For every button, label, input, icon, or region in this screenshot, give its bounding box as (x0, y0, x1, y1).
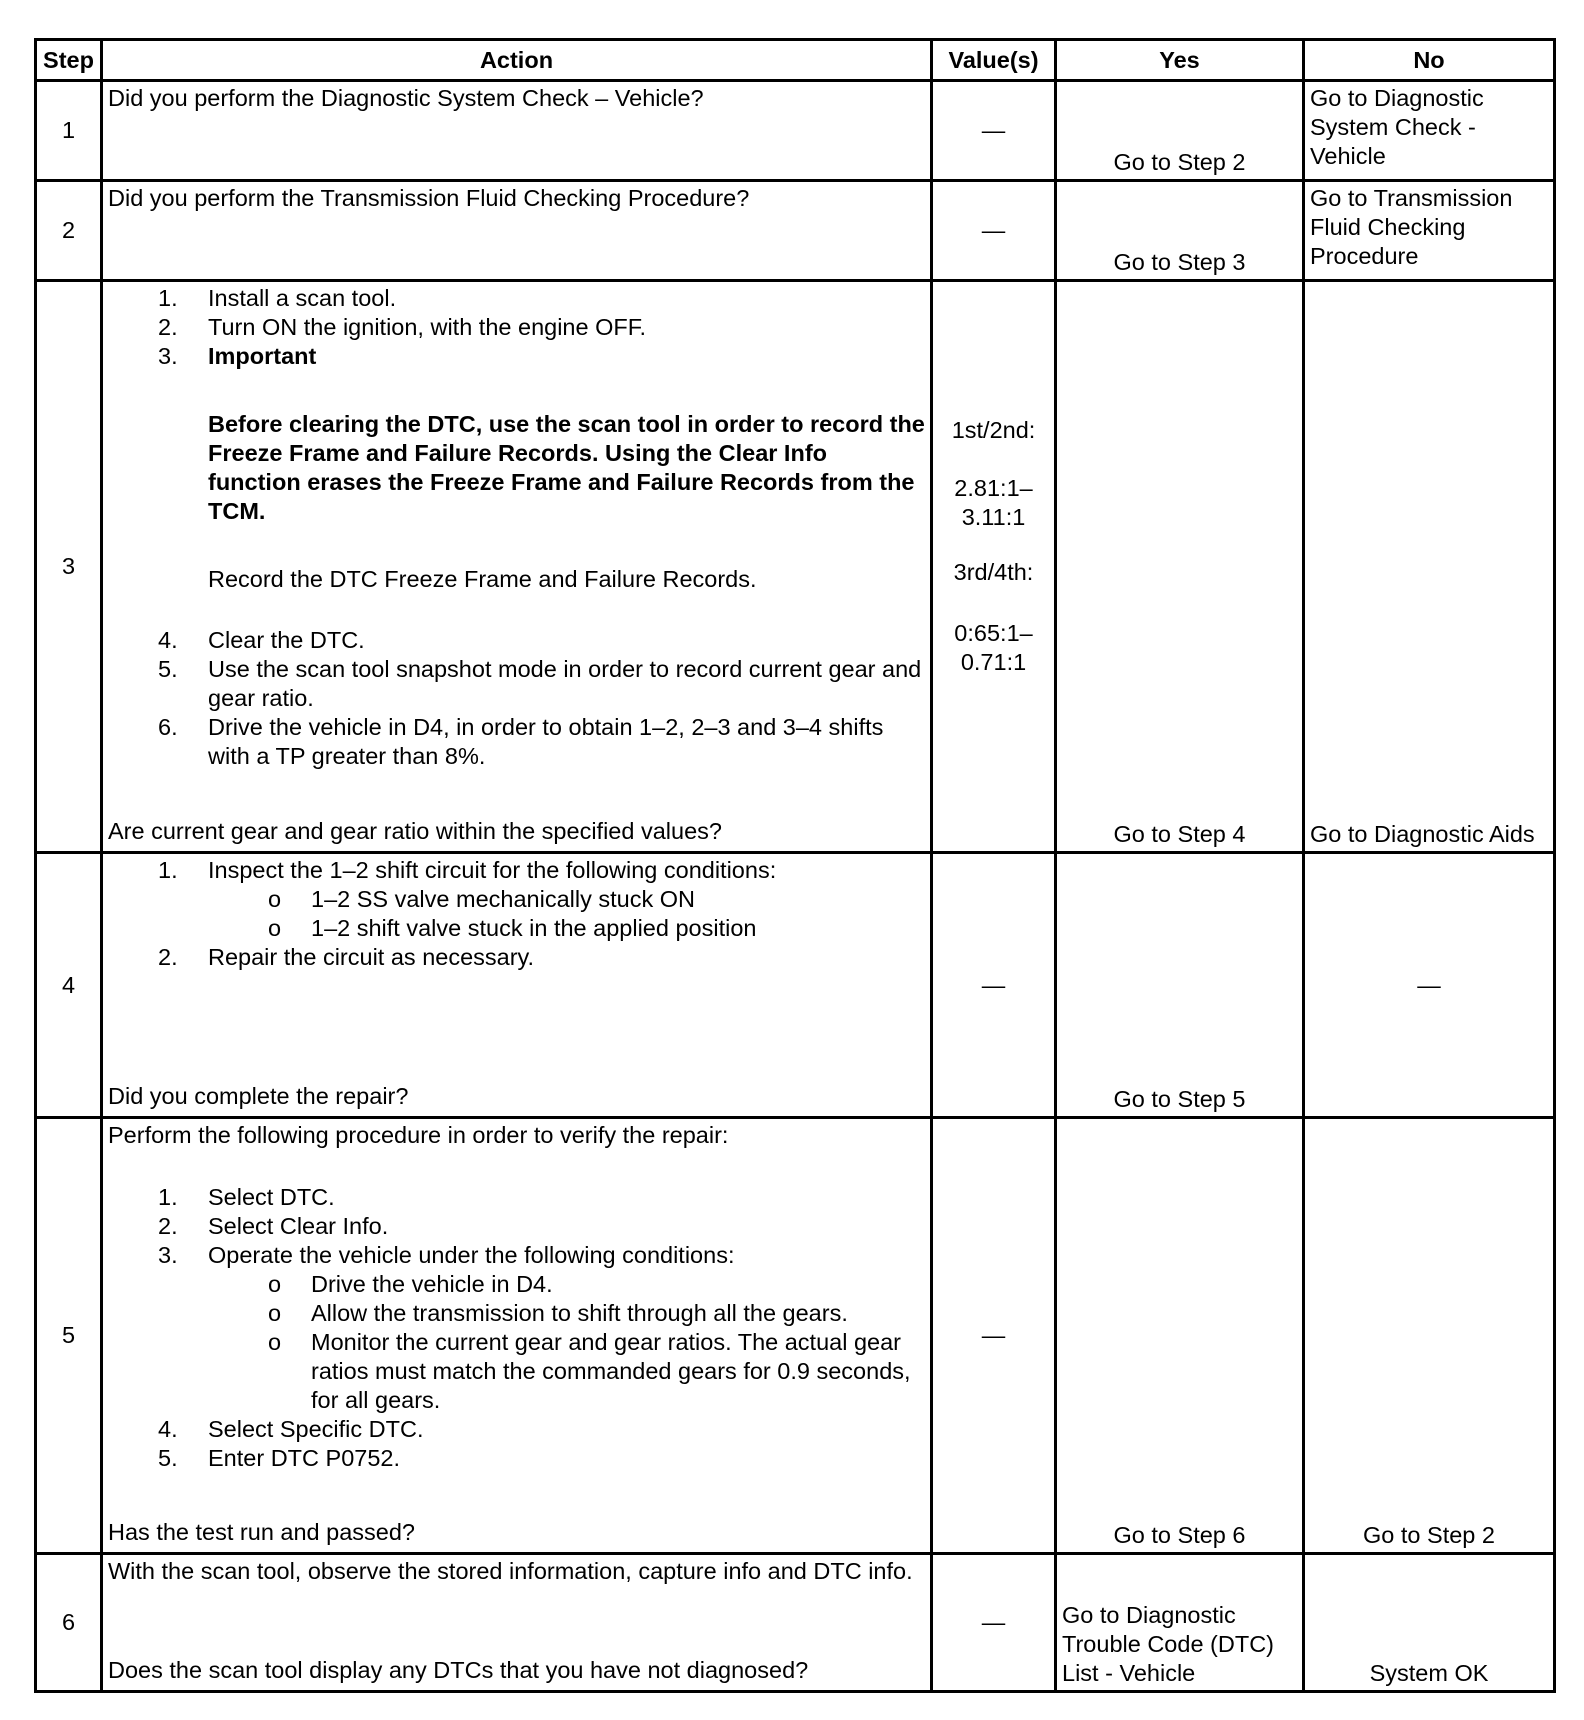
list-item: 1. Inspect the 1–2 shift circuit for the following conditions: o 1–2 SS valve mechanically stuck ON o 1–2 shift valve stuck in the applied position (108, 856, 926, 943)
action-cell (102, 281, 932, 853)
sub-list-item: o Drive the vehicle in D4. (268, 1271, 553, 1297)
header-step: Step (36, 40, 102, 81)
list-item: 3. Operate the vehicle under the following conditions: o Drive the vehicle in D4. o Allow the transmission to shift through all the gears. o Monitor the current gear and gear ratios. The actual gear ratios must match the commanded gears for 0.9 seconds, for all gears. (108, 1241, 926, 1415)
value-cell: — (932, 1554, 1056, 1692)
step-number: 6 (36, 1554, 102, 1692)
action-text: With the scan tool, observe the stored information, capture info and DTC info. (108, 1558, 913, 1584)
table-row (36, 1554, 1555, 1692)
header-values: Value(s) (932, 40, 1056, 81)
sub-list-item: o Monitor the current gear and gear ratios. The actual gear ratios must match the commanded gears for 0.9 seconds, for all gears. (268, 1329, 911, 1413)
header-row (36, 40, 1555, 81)
value-range: 0.71:1 (960, 649, 1027, 675)
yes-cell: Go to Step 5 (1056, 853, 1304, 1118)
yes-cell: Go to Step 3 (1056, 181, 1304, 281)
list-item: 2. Repair the circuit as necessary. (158, 944, 535, 970)
step-number: 4 (36, 853, 102, 1118)
value-cell: — (932, 181, 1056, 281)
list-item: 5. Use the scan tool snapshot mode in order to record current gear and gear ratio. (158, 656, 922, 711)
value-cell: — (932, 853, 1056, 1118)
step-number: 1 (36, 81, 102, 181)
action-cell (102, 1554, 932, 1692)
no-cell: Go to Diagnostic System Check - Vehicle (1304, 81, 1555, 181)
header-yes: Yes (1056, 40, 1304, 81)
list-item: 1. Select DTC. (158, 1184, 335, 1210)
important-note: Before clearing the DTC, use the scan tool in order to record the Freeze Frame and Failure Records. Using the Clear Info function erases the Freeze Frame and Failure Records from the TCM. (208, 411, 925, 524)
step-list (108, 856, 926, 972)
no-cell: Go to Transmission Fluid Checking Procedure (1304, 181, 1555, 281)
sub-list (108, 1270, 926, 1415)
table-row (36, 81, 1555, 181)
list-item: 4. Clear the DTC. (158, 627, 365, 653)
step-list (108, 626, 926, 771)
list-item: 2. Turn ON the ignition, with the engine OFF. (158, 314, 647, 340)
value-cell: — (932, 81, 1056, 181)
yes-cell: Go to Step 2 (1056, 81, 1304, 181)
step-list (108, 284, 926, 371)
yes-cell: Go to Step 4 (1056, 281, 1304, 853)
list-item: 2. Select Clear Info. (158, 1213, 389, 1239)
sub-list-item: o Allow the transmission to shift through all the gears. (268, 1300, 848, 1326)
diagnostic-table (34, 38, 1556, 1693)
question: Does the scan tool display any DTCs that you have not diagnosed? (108, 1657, 809, 1683)
question: Has the test run and passed? (108, 1519, 416, 1545)
record-note: Record the DTC Freeze Frame and Failure Records. (208, 566, 757, 592)
list-item: 6. Drive the vehicle in D4, in order to obtain 1–2, 2–3 and 3–4 shifts with a TP greater than 8%. (158, 714, 884, 769)
list-item: 4. Select Specific DTC. (158, 1416, 424, 1442)
question: Did you complete the repair? (108, 1083, 409, 1109)
value-label: 1st/2nd: (951, 417, 1036, 443)
step-number: 2 (36, 181, 102, 281)
header-no: No (1304, 40, 1555, 81)
value-cell (932, 281, 1056, 853)
intro-text: Perform the following procedure in order to verify the repair: (108, 1122, 729, 1148)
value-range: 2.81:1– (954, 475, 1033, 501)
value-cell: — (932, 1118, 1056, 1554)
list-item: 1. Install a scan tool. (158, 285, 397, 311)
action-cell: Did you perform the Diagnostic System Check – Vehicle? (102, 81, 932, 181)
sub-list-item: o 1–2 SS valve mechanically stuck ON (268, 886, 695, 912)
no-cell: Go to Diagnostic Aids (1304, 281, 1555, 853)
yes-cell: Go to Step 6 (1056, 1118, 1304, 1554)
no-cell: Go to Step 2 (1304, 1118, 1555, 1554)
header-action: Action (102, 40, 932, 81)
action-cell: Did you perform the Transmission Fluid Checking Procedure? (102, 181, 932, 281)
value-range: 0:65:1– (954, 620, 1033, 646)
no-cell: — (1304, 853, 1555, 1118)
table-row (36, 181, 1555, 281)
important-label: Important (208, 343, 317, 369)
sub-list-item: o 1–2 shift valve stuck in the applied position (268, 915, 757, 941)
step-number: 5 (36, 1118, 102, 1554)
step-list (108, 1183, 926, 1473)
value-range: 3.11:1 (961, 504, 1026, 530)
sub-list (108, 885, 926, 943)
list-item: 3. Important (158, 343, 317, 369)
question: Are current gear and gear ratio within the specified values? (108, 818, 722, 844)
no-cell: System OK (1304, 1554, 1555, 1692)
table-row (36, 281, 1555, 853)
yes-cell: Go to Diagnostic Trouble Code (DTC) List - Vehicle (1056, 1554, 1304, 1692)
step-number: 3 (36, 281, 102, 853)
value-label: 3rd/4th: (953, 559, 1034, 585)
action-cell (102, 853, 932, 1118)
table-row (36, 853, 1555, 1118)
list-item: 5. Enter DTC P0752. (158, 1445, 401, 1471)
table-row (36, 1118, 1555, 1554)
action-cell (102, 1118, 932, 1554)
